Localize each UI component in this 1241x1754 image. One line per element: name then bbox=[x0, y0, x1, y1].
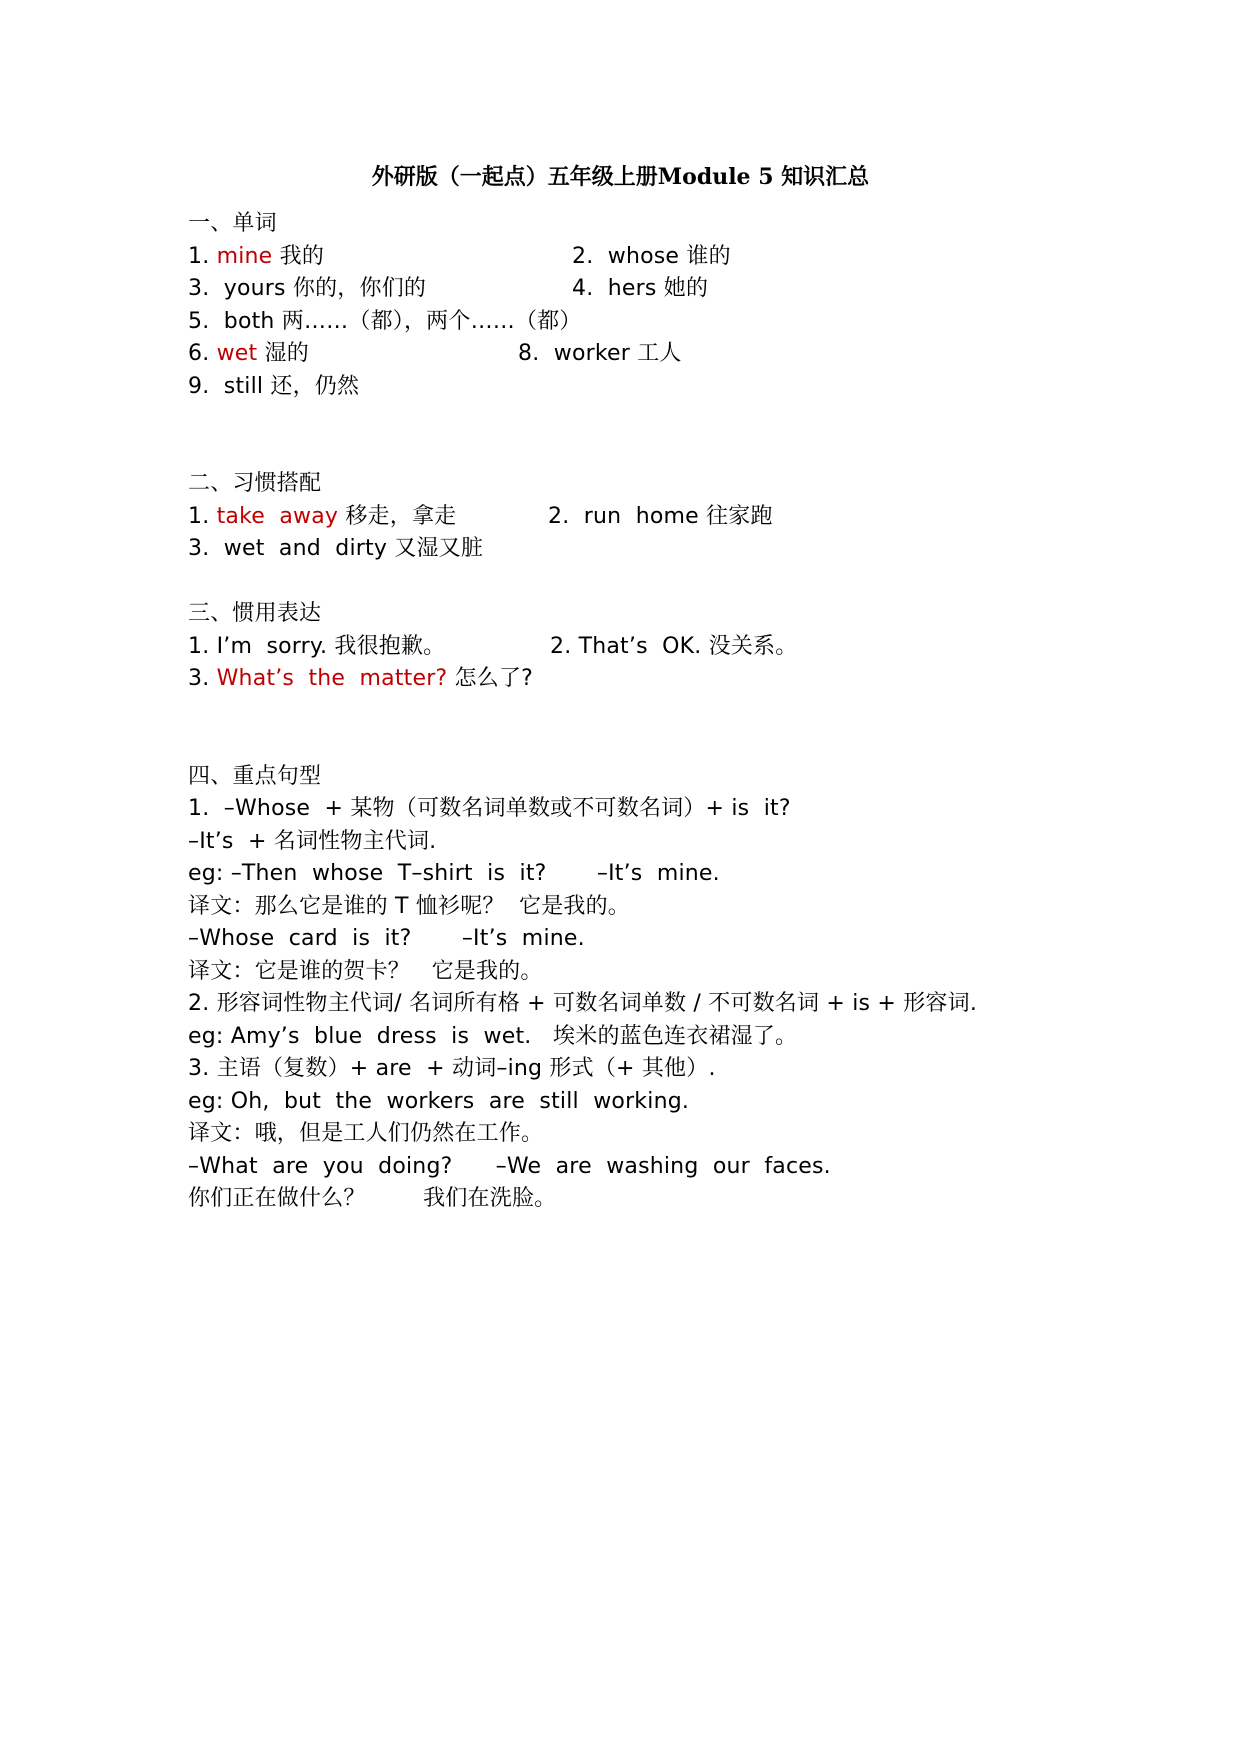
vocab-row-4 bbox=[188, 338, 1068, 371]
expression-row-1 bbox=[188, 631, 1068, 664]
vocab-item-1: 1. mine 我的 bbox=[188, 243, 325, 269]
vocab-item-4: 4. hers 她的 bbox=[572, 276, 709, 301]
phrase-row-1 bbox=[188, 501, 1068, 534]
section-heading-phrases: 二、习惯搭配 bbox=[188, 471, 322, 496]
highlighted-word: mine bbox=[216, 243, 273, 269]
vocab-item-5: 5. both 两……（都），两个……（都） bbox=[188, 308, 582, 334]
vocab-item-6: 6. wet 湿的 bbox=[188, 341, 309, 366]
sentence-line: 2. 形容词性物主代词/ 名词所有格 + 可数名词单数 / 不可数名词 + is + 形容词. bbox=[188, 991, 978, 1016]
vocab-row-5 bbox=[188, 371, 1068, 404]
sentence-line: –Whose card is it? –It’s mine. bbox=[188, 926, 585, 951]
sentence-line: –It’s + 名词性物主代词. bbox=[188, 828, 437, 854]
vocab-item-3: 3. yours 你的，你们的 bbox=[188, 276, 427, 301]
vocab-item-2: 2. whose 谁的 bbox=[572, 243, 731, 269]
sentence-line: –What are you doing? –We are washing our faces. bbox=[188, 1153, 831, 1179]
vocab-row-1 bbox=[188, 241, 1068, 274]
highlighted-word: What’s the matter? bbox=[216, 666, 448, 691]
section-heading-sentences: 四、重点句型 bbox=[188, 763, 322, 789]
phrase-item-1: 1. take away 移走，拿走 bbox=[188, 503, 457, 529]
sentence-line: 1. –Whose + 某物（可数名词单数或不可数名词）+ is it? bbox=[188, 796, 791, 821]
section-heading-expressions: 三、惯用表达 bbox=[188, 601, 322, 626]
expression-row-2: 3. What’s the matter? 怎么了? bbox=[188, 666, 534, 691]
sentence-line: 译文：那么它是谁的 T 恤衫呢？ 它是我的。 bbox=[188, 893, 631, 919]
document-body bbox=[188, 208, 1068, 1216]
sentence-line: eg: Oh, but the workers are still working. bbox=[188, 1088, 690, 1114]
sentence-line: eg: Amy’s blue dress is wet. 埃米的蓝色连衣裙湿了。 bbox=[188, 1023, 798, 1049]
sentence-line: 译文：哦，但是工人们仍然在工作。 bbox=[188, 1121, 544, 1146]
sentence-line: 译文：它是谁的贺卡？ 它是我的。 bbox=[188, 958, 543, 984]
sentence-line: 你们正在做什么？ 我们在洗脸。 bbox=[188, 1186, 557, 1211]
phrase-row-2 bbox=[188, 533, 1068, 566]
phrase-item-3: 3. wet and dirty 又湿又脏 bbox=[188, 536, 484, 561]
sentence-line: 3. 主语（复数）+ are + 动词–ing 形式（+ 其他）. bbox=[188, 1056, 716, 1081]
document-title: 外研版（一起点）五年级上册Module 5 知识汇总 bbox=[371, 164, 870, 190]
vocab-item-8: 8. worker 工人 bbox=[518, 341, 682, 366]
sentence-line: eg: –Then whose T–shirt is it? –It’s mine. bbox=[188, 861, 720, 886]
vocab-item-9: 9. still 还，仍然 bbox=[188, 373, 360, 399]
expression-item-2: 2. That’s OK. 没关系。 bbox=[550, 633, 798, 659]
section-heading-vocab: 一、单词 bbox=[188, 211, 277, 236]
highlighted-word: take away bbox=[216, 503, 339, 529]
vocab-row-3 bbox=[188, 306, 1068, 339]
vocab-row-2 bbox=[188, 273, 1068, 306]
highlighted-word: wet bbox=[216, 341, 258, 366]
expression-item-1: 1. I’m sorry. 我很抱歉。 bbox=[188, 633, 446, 659]
phrase-item-2: 2. run home 往家跑 bbox=[548, 503, 773, 529]
